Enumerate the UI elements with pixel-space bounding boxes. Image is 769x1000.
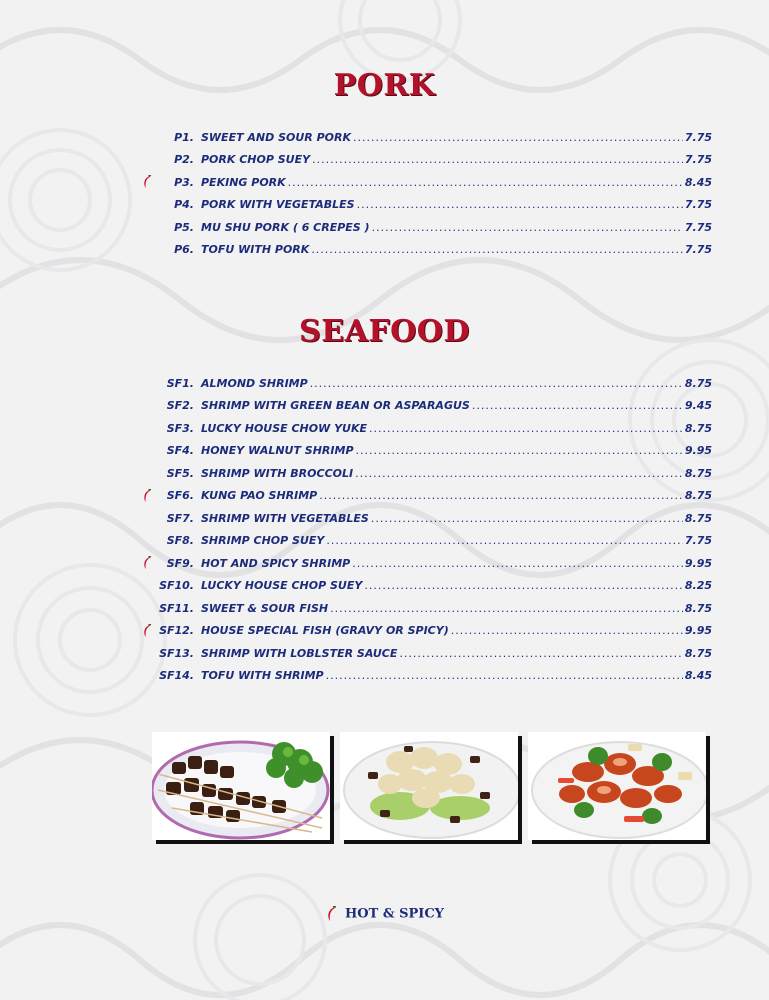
photo-honey-walnut-shrimp	[340, 732, 518, 840]
item-price: 7.75	[684, 153, 712, 167]
item-name: TOFU WITH PORK	[201, 243, 310, 257]
legend-label: HOT & SPICY	[345, 906, 444, 922]
dot-leader	[399, 647, 683, 660]
item-code: P1.	[174, 130, 194, 144]
item-code: SF3.	[166, 421, 194, 435]
item-name: KUNG PAO SHRIMP	[201, 489, 318, 503]
item-code: SF2.	[166, 399, 194, 413]
dot-leader	[326, 669, 683, 682]
item-name: LUCKY HOUSE CHOW YUKE	[201, 421, 368, 435]
menu-item	[140, 216, 712, 239]
section-title-pork: PORK	[333, 68, 436, 103]
menu-item	[140, 126, 712, 149]
item-name: SHRIMP CHOP SUEY	[201, 534, 325, 548]
item-name: SHRIMP WITH LOBLSTER SAUCE	[201, 646, 398, 660]
item-price: 8.75	[684, 376, 712, 390]
item-name: MU SHU PORK ( 6 CREPES )	[201, 220, 370, 234]
item-price: 9.95	[684, 556, 712, 570]
menu-item	[140, 507, 712, 530]
dot-leader	[352, 557, 683, 570]
menu-item	[140, 194, 712, 217]
item-price: 8.45	[684, 175, 712, 189]
chili-pepper-icon	[325, 906, 339, 922]
dot-leader	[371, 512, 683, 525]
item-name: PORK CHOP SUEY	[201, 153, 311, 167]
item-price: 8.75	[684, 466, 712, 480]
menu-item	[140, 417, 712, 440]
chili-pepper-icon	[140, 556, 154, 570]
item-price: 8.25	[684, 579, 712, 593]
item-code: SF13.	[159, 646, 194, 660]
item-price: 9.95	[684, 444, 712, 458]
menu-item	[140, 149, 712, 172]
menu-item	[140, 171, 712, 194]
dot-leader	[364, 579, 683, 592]
item-name: HOT AND SPICY SHRIMP	[201, 556, 351, 570]
chili-pepper-icon	[140, 489, 154, 503]
item-price: 7.75	[684, 130, 712, 144]
item-code: SF6.	[166, 489, 194, 503]
menu-item	[140, 239, 712, 262]
item-code: SF12.	[159, 624, 194, 638]
dot-leader	[372, 221, 683, 234]
photo-pork-skewers	[152, 732, 330, 840]
item-name: ALMOND SHRIMP	[201, 376, 308, 390]
item-price: 8.75	[684, 601, 712, 615]
item-name: SHRIMP WITH BROCCOLI	[201, 466, 354, 480]
item-code: P2.	[174, 153, 194, 167]
dot-leader	[312, 153, 683, 166]
item-price: 7.75	[684, 243, 712, 257]
item-code: P4.	[174, 198, 194, 212]
dot-leader	[319, 489, 683, 502]
item-code: SF5.	[166, 466, 194, 480]
item-name: TOFU WITH SHRIMP	[201, 669, 324, 683]
menu-item	[140, 485, 712, 508]
dot-leader	[310, 377, 683, 390]
seafood-menu-list	[140, 372, 712, 687]
menu-item	[140, 530, 712, 553]
item-name: HONEY WALNUT SHRIMP	[201, 444, 354, 458]
section-title-seafood: SEAFOOD	[299, 314, 470, 349]
item-name: SHRIMP WITH GREEN BEAN OR ASPARAGUS	[201, 399, 470, 413]
dot-leader	[356, 444, 683, 457]
dot-leader	[355, 467, 683, 480]
item-code: SF14.	[159, 669, 194, 683]
item-name: SWEET & SOUR FISH	[201, 601, 329, 615]
item-code: SF11.	[159, 601, 194, 615]
menu-item	[140, 440, 712, 463]
item-name: LUCKY HOUSE CHOP SUEY	[201, 579, 363, 593]
menu-item	[140, 642, 712, 665]
item-code: P5.	[174, 220, 194, 234]
item-price: 8.75	[684, 489, 712, 503]
menu-item	[140, 620, 712, 643]
menu-item	[140, 575, 712, 598]
item-name: SWEET AND SOUR PORK	[201, 130, 352, 144]
chili-pepper-icon	[140, 624, 154, 638]
item-code: SF10.	[159, 579, 194, 593]
menu-item	[140, 395, 712, 418]
item-name: PEKING PORK	[201, 175, 286, 189]
item-name: PORK WITH VEGETABLES	[201, 198, 355, 212]
item-code: P6.	[174, 243, 194, 257]
menu-item	[140, 597, 712, 620]
item-name: SHRIMP WITH VEGETABLES	[201, 511, 369, 525]
item-code: SF1.	[166, 376, 194, 390]
item-code: SF8.	[166, 534, 194, 548]
dot-leader	[472, 399, 683, 412]
item-price: 8.45	[684, 669, 712, 683]
item-price: 8.75	[684, 646, 712, 660]
dot-leader	[326, 534, 682, 547]
item-price: 7.75	[684, 534, 712, 548]
photo-kung-pao-shrimp	[528, 732, 706, 840]
item-price: 7.75	[684, 220, 712, 234]
dot-leader	[288, 176, 683, 189]
dot-leader	[330, 602, 683, 615]
item-price: 9.95	[684, 624, 712, 638]
item-price: 8.75	[684, 511, 712, 525]
item-code: SF9.	[166, 556, 194, 570]
menu-item	[140, 462, 712, 485]
item-price: 8.75	[684, 421, 712, 435]
item-code: SF4.	[166, 444, 194, 458]
menu-item	[140, 372, 712, 395]
menu-item	[140, 552, 712, 575]
hot-spicy-legend	[0, 906, 769, 922]
item-price: 9.45	[684, 399, 712, 413]
item-name: HOUSE SPECIAL FISH (GRAVY OR SPICY)	[201, 624, 449, 638]
dot-leader	[357, 198, 683, 211]
dot-leader	[451, 624, 683, 637]
dot-leader	[311, 243, 683, 256]
item-code: SF7.	[166, 511, 194, 525]
item-code: P3.	[174, 175, 194, 189]
dot-leader	[353, 131, 683, 144]
dot-leader	[369, 422, 683, 435]
pork-menu-list	[140, 126, 712, 261]
chili-pepper-icon	[140, 175, 154, 189]
menu-item	[140, 665, 712, 688]
item-price: 7.75	[684, 198, 712, 212]
